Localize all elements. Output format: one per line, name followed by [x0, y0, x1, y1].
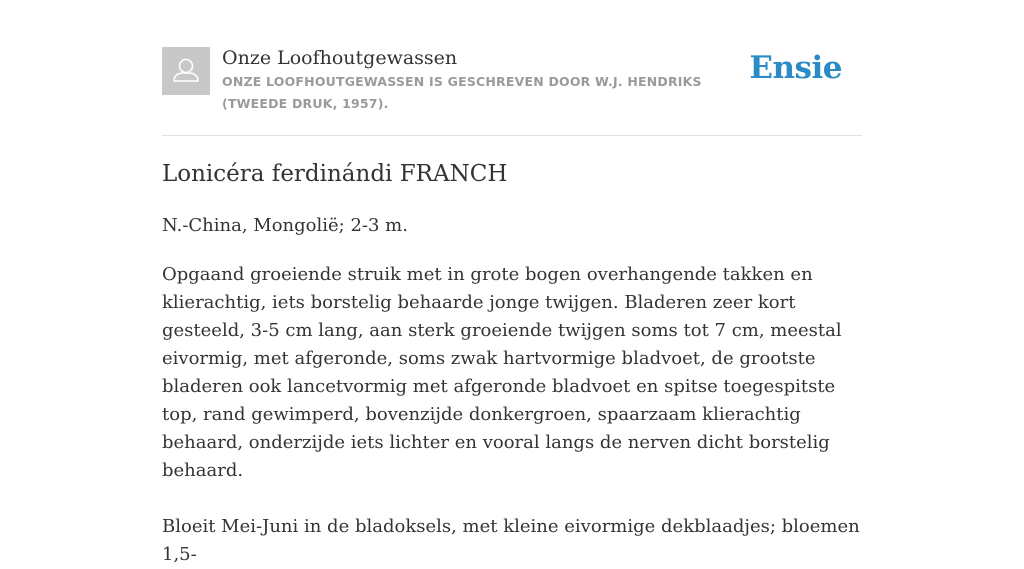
- article-region: N.-China, Mongolië; 2-3 m.: [162, 215, 408, 236]
- publication-title[interactable]: Onze Loofhoutgewassen: [222, 47, 458, 69]
- article-bloom: Bloeit Mei-Juni in de bladoksels, met kleine eivormige dekblaadjes; bloemen 1,5-: [162, 516, 860, 565]
- article: [162, 158, 864, 569]
- ensie-logo[interactable]: Ensie: [749, 50, 842, 86]
- publication-header: [162, 46, 862, 136]
- article-description: Opgaand groeiende struik met in grote bogen overhangende takken en klierachtig, iets borstelig behaarde jonge twijgen. Bladeren zeer kort gesteeld, 3-5 cm lang, aan sterk groeiende twijgen soms tot 7 cm, meestal eivormig, met afgeronde, soms zwak hartvormige bladvoet, de grootste bladeren ook lancetvormig met afgeronde bladvoet en spitse toegespitste top, rand gewimperd, bovenzijde donkergroen, spaarzaam klierachtig behaard, onderzijde iets lichter en vooral langs de nerven dicht borstelig behaard.: [162, 264, 842, 481]
- article-title: Lonicéra ferdinándi FRANCH: [162, 161, 508, 187]
- user-avatar-icon[interactable]: [162, 47, 210, 95]
- publication-description: ONZE LOOFHOUTGEWASSEN IS GESCHREVEN DOOR W.J. HENDRIKS (TWEEDE DRUK, 1957).: [222, 74, 702, 111]
